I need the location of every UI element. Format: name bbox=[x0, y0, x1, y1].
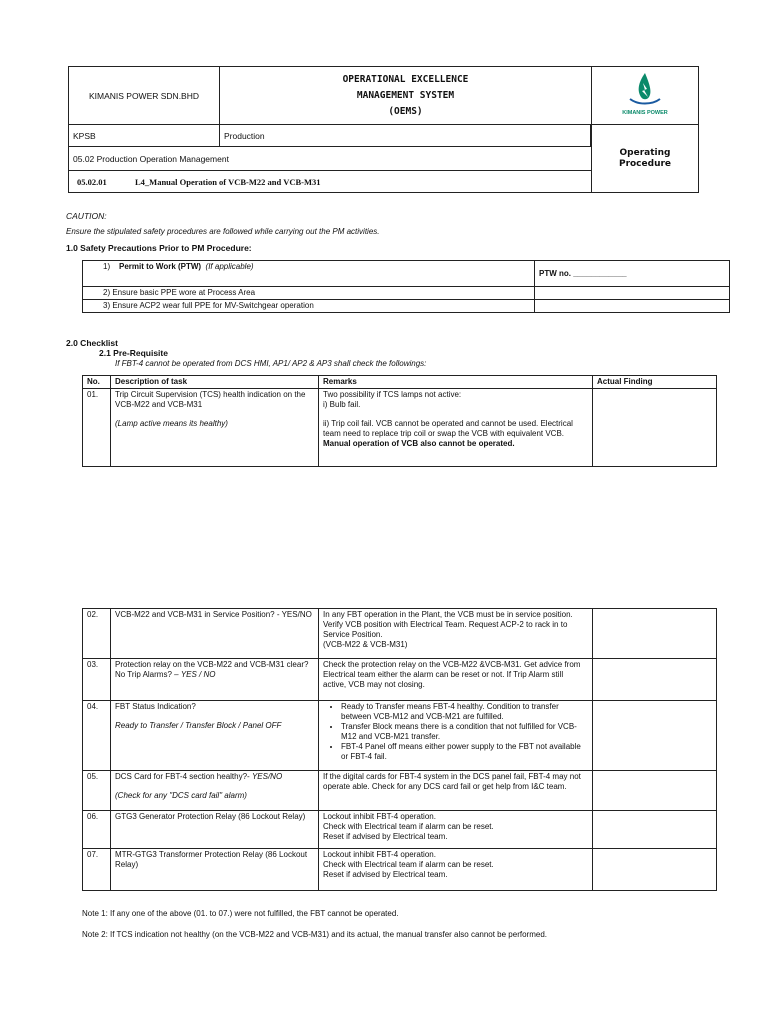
list-item: • Ready to Transfer means FBT-4 healthy. Condition to transfer between VCB-M12 and VCB-M21 are fulfilled. bbox=[341, 702, 588, 722]
row-description: FBT Status Indication? Ready to Transfer / Transfer Block / Panel OFF bbox=[111, 701, 319, 771]
actual-finding-cell bbox=[593, 811, 717, 849]
row-no: 03. bbox=[83, 659, 111, 701]
safety-heading: 1.0 Safety Precautions Prior to PM Procedure: bbox=[66, 243, 252, 253]
row-remarks: Check the protection relay on the VCB-M22 &VCB-M31. Get advice from Electrical team either the alarm can be reset or not. If Trip Alarm still active, VCB may not closing. bbox=[319, 659, 593, 701]
row-description: Trip Circuit Supervision (TCS) health indication on the VCB-M22 and VCB-M31 (Lamp active means its healthy) bbox=[111, 389, 319, 467]
row-remarks bbox=[319, 701, 593, 771]
row-remarks: Lockout inhibit FBT-4 operation. Check with Electrical team if alarm can be reset. Reset if advised by Electrical team. bbox=[319, 811, 593, 849]
col-remarks-header: Remarks bbox=[319, 376, 593, 389]
row-description: MTR-GTG3 Transformer Protection Relay (86 Lockout Relay) bbox=[111, 849, 319, 891]
col-desc-header: Description of task bbox=[111, 376, 319, 389]
col-finding-header: Actual Finding bbox=[593, 376, 717, 389]
actual-finding-cell bbox=[593, 659, 717, 701]
table-row bbox=[83, 811, 717, 849]
row-description: Protection relay on the VCB-M22 and VCB-M31 clear? No Trip Alarms? – YES / NO bbox=[111, 659, 319, 701]
safety-table bbox=[82, 260, 730, 313]
section-reference: 05.02 Production Operation Management bbox=[69, 147, 592, 171]
kimanis-power-logo-icon bbox=[610, 69, 680, 119]
actual-finding-cell bbox=[593, 609, 717, 659]
org-code: KPSB bbox=[69, 125, 220, 147]
checklist-table-part2 bbox=[82, 608, 717, 891]
col-no-header: No. bbox=[83, 376, 111, 389]
note-1: Note 1: If any one of the above (01. to 07.) were not fulfilled, the FBT cannot be operated. bbox=[82, 909, 399, 918]
table-row bbox=[83, 389, 717, 467]
table-row bbox=[83, 849, 717, 891]
system-title: OPERATIONAL EXCELLENCE MANAGEMENT SYSTEM (OEMS) bbox=[220, 67, 592, 125]
row-no: 07. bbox=[83, 849, 111, 891]
document-type: Operating Procedure bbox=[592, 125, 699, 193]
list-item: • FBT-4 Panel off means either power supply to the FBT not available or FBT-4 fail. bbox=[341, 742, 588, 762]
svg-text:KIMANIS POWER: KIMANIS POWER bbox=[622, 110, 668, 116]
document-header bbox=[68, 66, 699, 193]
table-row bbox=[83, 771, 717, 811]
checklist-table-part1 bbox=[82, 375, 717, 467]
actual-finding-cell bbox=[593, 701, 717, 771]
row-remarks: In any FBT operation in the Plant, the VCB must be in service position. Verify VCB position with Electrical Team. Request ACP-2 to rack in to Service Position. (VCB-M22 & VCB-M31) bbox=[319, 609, 593, 659]
safety-item-ppe: 2) Ensure basic PPE wore at Process Area bbox=[83, 287, 535, 300]
department: Production bbox=[220, 125, 591, 147]
actual-finding-cell bbox=[593, 771, 717, 811]
caution-text: Ensure the stipulated safety procedures are followed while carrying out the PM activities. bbox=[66, 227, 380, 236]
company-logo bbox=[592, 67, 699, 125]
prerequisite-note: If FBT-4 cannot be operated from DCS HMI, AP1/ AP2 & AP3 shall check the followings: bbox=[115, 359, 427, 368]
ptw-number-field: PTW no. ____________ bbox=[535, 261, 730, 287]
list-item: • Transfer Block means there is a condition that not fulfilled for VCB-M12 and VCB-M21 transfer. bbox=[341, 722, 588, 742]
table-row bbox=[83, 609, 717, 659]
safety-item-ptw: 1) Permit to Work (PTW) (If applicable) bbox=[83, 261, 535, 287]
row-no: 02. bbox=[83, 609, 111, 659]
procedure-title: 05.02.01 L4_Manual Operation of VCB-M22 and VCB-M31 bbox=[69, 171, 592, 193]
checklist-header-row bbox=[83, 376, 717, 389]
row-description: GTG3 Generator Protection Relay (86 Lockout Relay) bbox=[111, 811, 319, 849]
actual-finding-cell bbox=[593, 849, 717, 891]
prerequisite-heading: 2.1 Pre-Requisite bbox=[99, 348, 168, 358]
note-2: Note 2: If TCS indication not healthy (on the VCB-M22 and VCB-M31) and its actual, the manual transfer also cannot be performed. bbox=[82, 930, 547, 939]
company-name: KIMANIS POWER SDN.BHD bbox=[69, 67, 220, 125]
row-remarks: Lockout inhibit FBT-4 operation. Check with Electrical team if alarm can be reset. Reset if advised by Electrical team. bbox=[319, 849, 593, 891]
safety-item-acp2-blank bbox=[535, 300, 730, 313]
checklist-heading: 2.0 Checklist bbox=[66, 338, 118, 348]
table-row bbox=[83, 701, 717, 771]
safety-item-ppe-blank bbox=[535, 287, 730, 300]
actual-finding-cell bbox=[593, 389, 717, 467]
row-description: DCS Card for FBT-4 section healthy?- YES/NO (Check for any "DCS card fail" alarm) bbox=[111, 771, 319, 811]
caution-label: CAUTION: bbox=[66, 211, 107, 221]
row-description: VCB-M22 and VCB-M31 in Service Position? - YES/NO bbox=[111, 609, 319, 659]
table-row bbox=[83, 659, 717, 701]
row-no: 05. bbox=[83, 771, 111, 811]
row-remarks: If the digital cards for FBT-4 system in the DCS panel fail, FBT-4 may not operate able. Check for any DCS card fail or get help from I&C team. bbox=[319, 771, 593, 811]
row-no: 01. bbox=[83, 389, 111, 467]
row-no: 04. bbox=[83, 701, 111, 771]
row-no: 06. bbox=[83, 811, 111, 849]
row-remarks: Two possibility if TCS lamps not active: i) Bulb fail. ii) Trip coil fail. VCB cannot be operated and cannot be used. Electrical team need to replace trip coil or swap the VCB with equivalent VCB. Manual operation of VCB also cannot be operated. bbox=[319, 389, 593, 467]
safety-item-acp2: 3) Ensure ACP2 wear full PPE for MV-Switchgear operation bbox=[83, 300, 535, 313]
